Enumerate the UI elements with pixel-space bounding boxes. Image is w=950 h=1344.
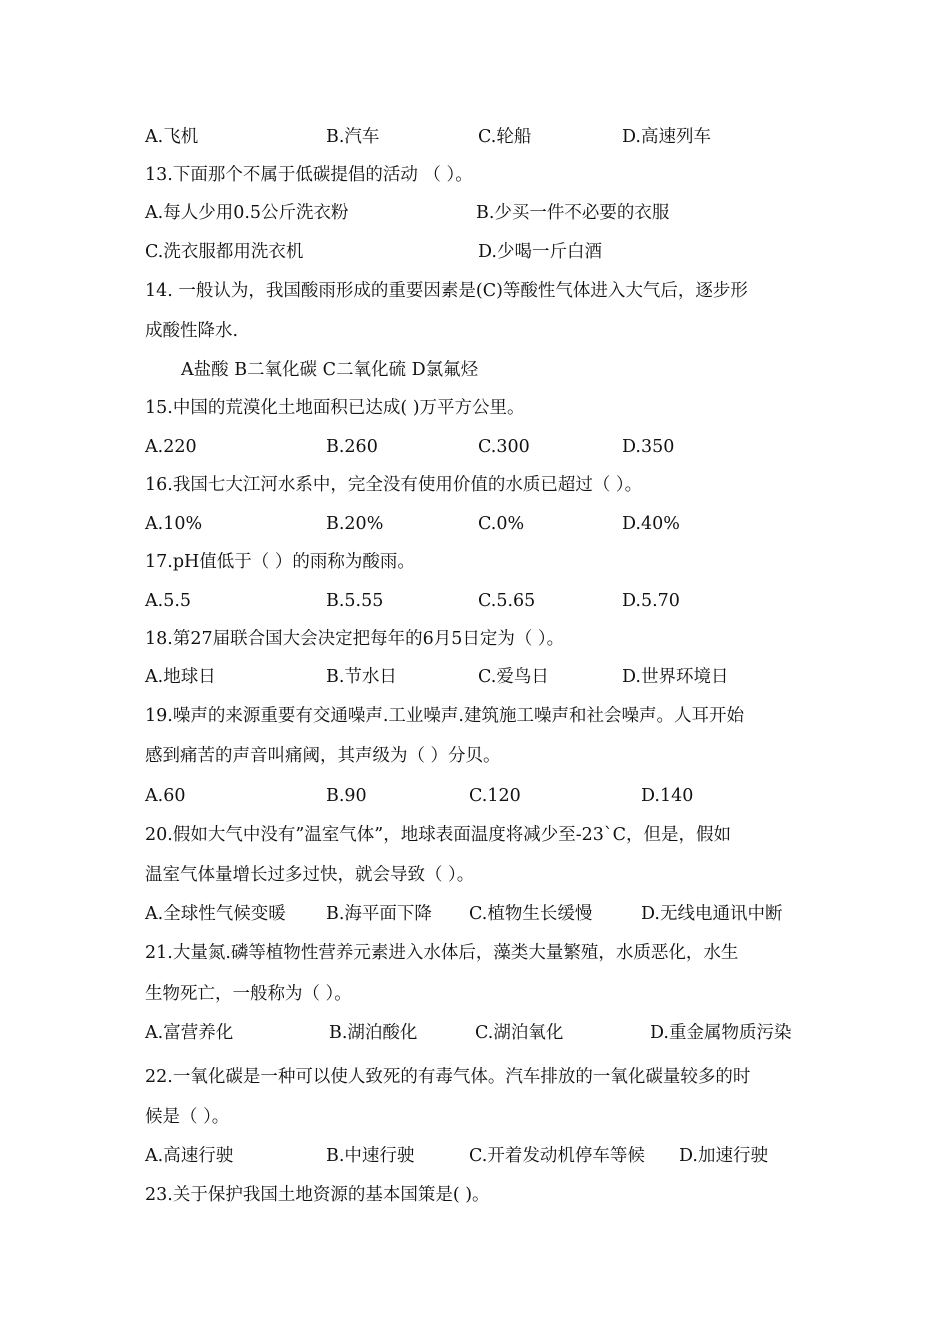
option-b: B.汽车 [326, 127, 380, 147]
question-13: 13.下面那个不属于低碳提倡的活动 （ ）。 [145, 165, 473, 185]
option-a: A.高速行驶 [145, 1146, 234, 1166]
option-a: A.每人少用0.5公斤洗衣粉 [145, 203, 349, 223]
option-a: A.地球日 [145, 667, 216, 687]
question-14: 14. 一般认为，我国酸雨形成的重要因素是(C)等酸性气体进入大气后，逐步形 [145, 281, 748, 301]
option-c: C.120 [469, 786, 521, 806]
option-row [145, 1018, 815, 1048]
option-c: C.洗衣服都用洗衣机 [145, 242, 304, 262]
option-b: B.少买一件不必要的衣服 [476, 203, 670, 223]
question-20: 20.假如大气中没有”温室气体”，地球表面温度将减少至-23`C，但是，假如 [145, 825, 732, 845]
question-14-options: A盐酸 B二氧化碳 C二氧化硫 D氯氟烃 [181, 360, 479, 380]
option-d: D.世界环境日 [622, 667, 729, 687]
option-row [145, 509, 815, 539]
option-row [145, 237, 815, 267]
option-d: D.少喝一斤白酒 [478, 242, 602, 262]
option-c: C.开着发动机停车等候 [469, 1146, 645, 1166]
option-d: D.高速列车 [622, 127, 711, 147]
question-17: 17.pH值低于（ ）的雨称为酸雨。 [145, 552, 415, 572]
question-19-continued: 感到痛苦的声音叫痛阈，其声级为（ ）分贝。 [145, 746, 501, 766]
question-23: 23.关于保护我国土地资源的基本国策是( )。 [145, 1185, 490, 1205]
question-21: 21.大量氮.磷等植物性营养元素进入水体后，藻类大量繁殖，水质恶化，水生 [145, 943, 739, 963]
option-c: C.5.65 [478, 591, 536, 611]
option-d: D.加速行驶 [679, 1146, 768, 1166]
question-21-continued: 生物死亡，一般称为（ ）。 [145, 984, 352, 1004]
option-a: A.220 [145, 437, 197, 457]
option-b: B.20% [326, 514, 384, 534]
option-a: A.10% [145, 514, 203, 534]
option-a: A.全球性气候变暖 [145, 904, 286, 924]
question-22: 22.一氧化碳是一种可以使人致死的有毒气体。汽车排放的一氧化碳量较多的时 [145, 1067, 751, 1087]
option-b: B.节水日 [326, 667, 397, 687]
option-row [145, 586, 815, 616]
option-d: D.5.70 [622, 591, 680, 611]
option-b: B.260 [326, 437, 378, 457]
option-b: B.5.55 [326, 591, 384, 611]
question-18: 18.第27届联合国大会决定把每年的6月5日定为（ ）。 [145, 629, 565, 649]
option-d: D.40% [622, 514, 680, 534]
question-20-continued: 温室气体量增长过多过快，就会导致（ ）。 [145, 865, 475, 885]
option-row [145, 899, 815, 929]
option-row [145, 198, 815, 228]
option-row [145, 1141, 815, 1171]
option-a: A.富营养化 [145, 1023, 234, 1043]
option-b: B.90 [326, 786, 367, 806]
question-19: 19.噪声的来源重要有交通噪声.工业噪声.建筑施工噪声和社会噪声。人耳开始 [145, 706, 744, 726]
question-16: 16.我国七大江河水系中，完全没有使用价值的水质已超过（ ）。 [145, 475, 643, 495]
option-a: A.5.5 [145, 591, 192, 611]
option-a: A.60 [145, 786, 186, 806]
option-row [145, 781, 815, 811]
question-14-continued: 成酸性降水. [145, 321, 239, 341]
option-c: C.爱鸟日 [478, 667, 549, 687]
option-c: C.0% [478, 514, 525, 534]
question-15: 15.中国的荒漠化土地面积已达成( )万平方公里。 [145, 398, 525, 418]
option-c: C.轮船 [478, 127, 532, 147]
option-b: B.海平面下降 [326, 904, 432, 924]
option-d: D.重金属物质污染 [650, 1023, 792, 1043]
option-c: C.植物生长缓慢 [469, 904, 593, 924]
option-row [145, 432, 815, 462]
option-d: D.140 [641, 786, 694, 806]
question-22-continued: 候是（ ）。 [145, 1107, 230, 1127]
option-c: C.湖泊氧化 [475, 1023, 564, 1043]
option-row [145, 122, 815, 152]
option-c: C.300 [478, 437, 530, 457]
option-d: D.无线电通讯中断 [641, 904, 783, 924]
option-b: B.湖泊酸化 [329, 1023, 418, 1043]
option-d: D.350 [622, 437, 675, 457]
option-a: A.飞机 [145, 127, 199, 147]
option-b: B.中速行驶 [326, 1146, 415, 1166]
option-row [145, 662, 815, 692]
